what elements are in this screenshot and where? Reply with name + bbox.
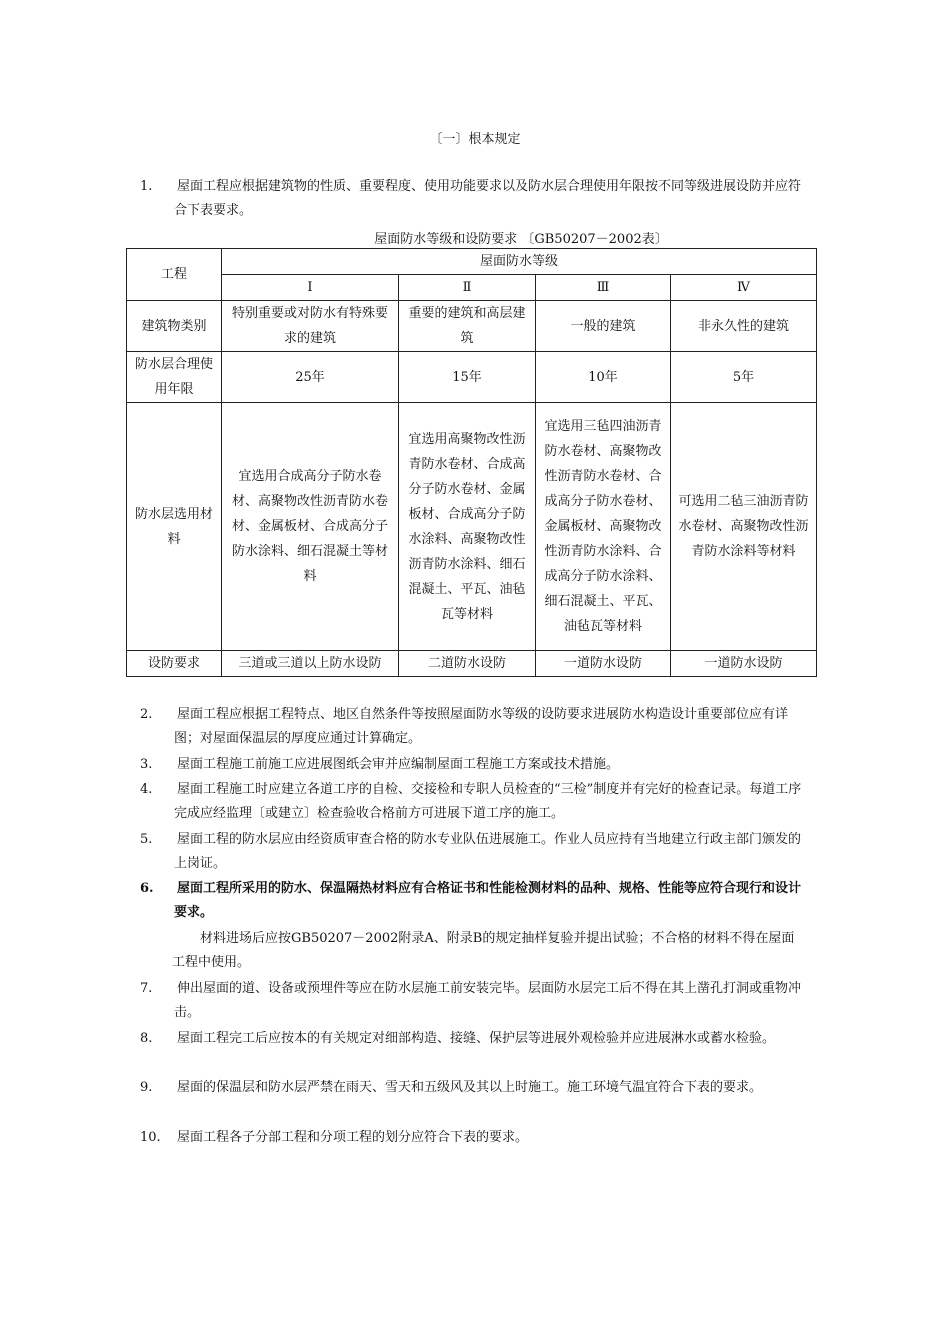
grade-cell: Ⅰ bbox=[222, 275, 399, 301]
item-number: 5. bbox=[140, 832, 153, 847]
note-paragraph: 材料进场后应按GB50207－2002附录A、附录B的规定抽样复验并提出试验；不合格的材料不得在屋面工程中使用。 bbox=[172, 931, 795, 970]
table-cell: 一般的建筑 bbox=[536, 301, 671, 352]
waterproof-grade-table bbox=[126, 248, 817, 677]
table-header-row bbox=[127, 249, 817, 275]
table-cell: 可选用二毡三油沥青防水卷材、高聚物改性沥青防水涂料等材料 bbox=[671, 403, 817, 651]
list-item-2 bbox=[140, 703, 802, 751]
item-text: 屋面工程的防水层应由经资质审查合格的防水专业队伍进展施工。作业人员应持有当地建立行政主部门颁发的上岗证。 bbox=[174, 832, 802, 871]
list-item-5 bbox=[140, 828, 802, 876]
list-item-1 bbox=[140, 175, 802, 223]
row-label-cell: 防水层合理使用年限 bbox=[127, 352, 222, 403]
list-item-4 bbox=[140, 778, 802, 826]
item-text: 屋面的保温层和防水层严禁在雨天、雪天和五级风及其以上时施工。施工环境气温宜符合下表的要求。 bbox=[177, 1080, 763, 1095]
table-row bbox=[127, 301, 817, 352]
table-grade-row bbox=[127, 275, 817, 301]
table-row bbox=[127, 403, 817, 651]
table-cell: 非永久性的建筑 bbox=[671, 301, 817, 352]
list-item-9 bbox=[140, 1076, 802, 1100]
section-title: 〔一〕根本规定 bbox=[429, 132, 521, 147]
list-item-10 bbox=[140, 1126, 802, 1150]
item-number: 3. bbox=[140, 757, 153, 772]
table-cell: 10年 bbox=[536, 352, 671, 403]
item-text: 屋面工程施工前施工应进展图纸会审并应编制屋面工程施工方案或技术措施。 bbox=[177, 757, 620, 772]
table-cell: 二道防水设防 bbox=[399, 651, 536, 677]
row-label-cell: 设防要求 bbox=[127, 651, 222, 677]
item-number: 9. bbox=[140, 1080, 153, 1095]
table-cell: 宜选用合成高分子防水卷材、高聚物改性沥青防水卷材、金属板材、合成高分子防水涂料、细石混凝土等材料 bbox=[222, 403, 399, 651]
table-cell: 三道或三道以上防水设防 bbox=[222, 651, 399, 677]
table-cell: 宜选用高聚物改性沥青防水卷材、合成高分子防水卷材、金属板材、合成高分子防水涂料、高聚物改性沥青防水涂料、细石混凝土、平瓦、油毡瓦等材料 bbox=[399, 403, 536, 651]
table-row bbox=[127, 352, 817, 403]
item-text: 伸出屋面的道、设备或预埋件等应在防水层施工前安装完毕。层面防水层完工后不得在其上凿孔打洞或重物冲击。 bbox=[174, 981, 802, 1020]
header-project-cell: 工程 bbox=[127, 249, 222, 301]
row-label-cell: 防水层选用材料 bbox=[127, 403, 222, 651]
table-cell: 宜选用三毡四油沥青防水卷材、高聚物改性沥青防水卷材、合成高分子防水卷材、金属板材、高聚物改性沥青防水涂料、合成高分子防水涂料、细石混凝土、平瓦、油毡瓦等材料 bbox=[536, 403, 671, 651]
table-caption: 屋面防水等级和设防要求 〔GB50207－2002表〕 bbox=[374, 232, 668, 247]
list-item-6 bbox=[140, 877, 802, 925]
grade-cell: Ⅳ bbox=[671, 275, 817, 301]
table-cell: 重要的建筑和高层建筑 bbox=[399, 301, 536, 352]
item-number: 1. bbox=[140, 179, 153, 194]
table-cell: 一道防水设防 bbox=[536, 651, 671, 677]
table-cell: 一道防水设防 bbox=[671, 651, 817, 677]
list-item-7 bbox=[140, 977, 802, 1025]
item-number: 2. bbox=[140, 707, 153, 722]
row-label-cell: 建筑物类别 bbox=[127, 301, 222, 352]
list-item-8 bbox=[140, 1027, 802, 1051]
table-cell: 5年 bbox=[671, 352, 817, 403]
item-number: 7. bbox=[140, 981, 153, 996]
item-text: 屋面工程应根据建筑物的性质、重要程度、使用功能要求以及防水层合理使用年限按不同等级进展设防并应符合下表要求。 bbox=[174, 179, 802, 218]
item-text: 屋面工程所采用的防水、保温隔热材料应有合格证书和性能检测材料的品种、规格、性能等应符合现行和设计要求。 bbox=[174, 881, 802, 920]
header-grade-cell: 屋面防水等级 bbox=[222, 249, 817, 275]
item-number: 4. bbox=[140, 782, 153, 797]
item-number: 6. bbox=[140, 881, 154, 896]
grade-cell: Ⅱ bbox=[399, 275, 536, 301]
table-row bbox=[127, 651, 817, 677]
item-text: 屋面工程各子分部工程和分项工程的划分应符合下表的要求。 bbox=[177, 1130, 529, 1145]
item-number: 10. bbox=[140, 1130, 161, 1145]
table-cell: 特别重要或对防水有特殊要求的建筑 bbox=[222, 301, 399, 352]
grade-cell: Ⅲ bbox=[536, 275, 671, 301]
list-item-3 bbox=[140, 753, 802, 777]
item-text: 屋面工程应根据工程特点、地区自然条件等按照屋面防水等级的设防要求进展防水构造设计重要部位应有详图；对屋面保温层的厚度应通过计算确定。 bbox=[174, 707, 789, 746]
table-cell: 15年 bbox=[399, 352, 536, 403]
item-text: 屋面工程完工后应按本的有关规定对细部构造、接缝、保护层等进展外观检验并应进展淋水或蓄水检验。 bbox=[177, 1031, 776, 1046]
table-cell: 25年 bbox=[222, 352, 399, 403]
item-number: 8. bbox=[140, 1031, 153, 1046]
item-text: 屋面工程施工时应建立各道工序的自检、交接检和专职人员检查的“三检”制度并有完好的检查记录。每道工序完成应经监理〔或建立〕检查验收合格前方可进展下道工序的施工。 bbox=[174, 782, 802, 821]
